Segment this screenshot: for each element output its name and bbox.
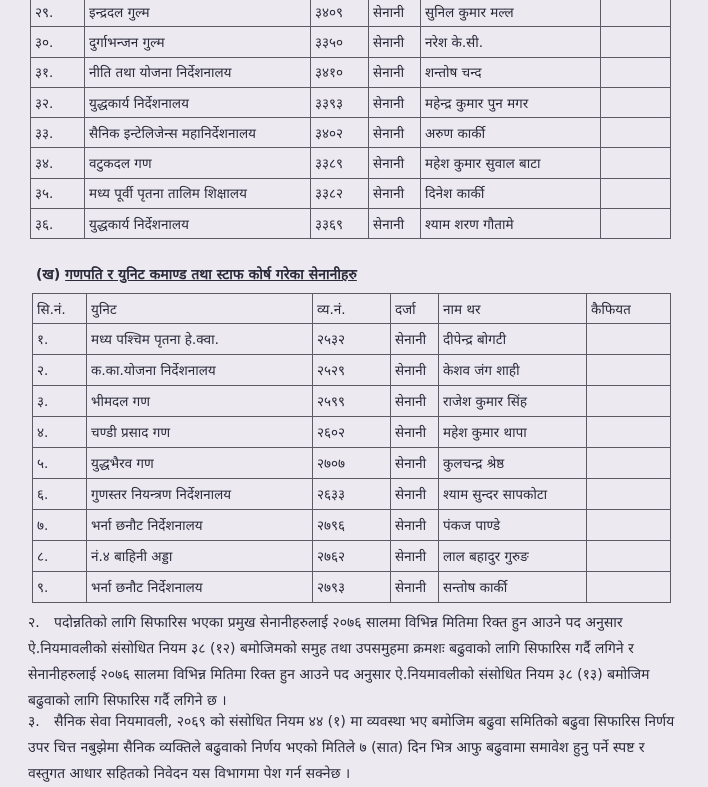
cell-rank: सेनानी [391, 510, 439, 541]
cell-id: २५३२ [313, 324, 391, 355]
cell-rank: सेनानी [391, 448, 439, 479]
cell-name: दीपेन्द्र बोगटी [439, 324, 587, 355]
cell-empty [601, 57, 671, 87]
cell-num: ६. [33, 479, 87, 510]
table-row [33, 448, 671, 479]
table-row [33, 417, 671, 448]
header-rank: दर्जा [391, 294, 439, 324]
table-row [33, 479, 671, 510]
cell-num: ३. [33, 386, 87, 417]
cell-num: २. [33, 355, 87, 386]
header-unit: युनिट [87, 294, 313, 324]
cell-name: कुलचन्द्र श्रेष्ठ [439, 448, 587, 479]
cell-id: २६०२ [313, 417, 391, 448]
cell-num: ९. [33, 572, 87, 603]
cell-unit: मध्य पूर्वी पृतना तालिम शिक्षालय [85, 178, 311, 208]
officer-table-b [32, 293, 671, 603]
paragraph-3-text: सैनिक सेवा नियमावली, २०६९ को संसोधित नियम ४४ (१) मा व्यवस्था भए बमोजिम बढुवा समितिको बढुवा सिफारिस निर्णय उपर चित्त नबुझेमा सैनिक व्यक्तिले बढुवाको निर्णय भएको मितिले ७ (सात) दिन भित्र आफु बढुवामा समावेश हुनु पर्ने स्पष्ट र वस्तुगत आधार सहितको निवेदन यस विभागमा पेश गर्न सक्नेछ । [28, 714, 675, 782]
section-b-prefix: (ख) [36, 267, 61, 283]
table-row [31, 27, 671, 57]
cell-unit: क.का.योजना निर्देशनालय [87, 355, 313, 386]
cell-remarks [587, 417, 671, 448]
cell-unit: सैनिक इन्टेलिजेन्स महानिर्देशनालय [85, 118, 311, 148]
cell-unit: भर्ना छनौट निर्देशनालय [87, 572, 313, 603]
table-b-header-row [33, 294, 671, 324]
cell-num: ३५. [31, 178, 85, 208]
table-row [31, 57, 671, 87]
cell-name: अरुण कार्की [421, 118, 601, 148]
cell-name: सुनिल कुमार मल्ल [421, 0, 601, 27]
cell-num: ३१. [31, 57, 85, 87]
officer-table-a-body [31, 0, 671, 239]
cell-id: २६३३ [313, 479, 391, 510]
cell-id: २५२९ [313, 355, 391, 386]
cell-rank: सेनानी [391, 324, 439, 355]
cell-name: श्याम शरण गौतामे [421, 209, 601, 239]
section-b-title: गणपति र युनिट कमाण्ड तथा स्टाफ कोर्ष गरेका सेनानीहरु [65, 267, 357, 283]
cell-remarks [587, 510, 671, 541]
cell-num: ५. [33, 448, 87, 479]
cell-num: ३०. [31, 27, 85, 57]
cell-unit: चण्डी प्रसाद गण [87, 417, 313, 448]
cell-unit: गुणस्तर नियन्त्रण निर्देशनालय [87, 479, 313, 510]
cell-id: ३३६९ [311, 209, 369, 239]
cell-id: ३३९३ [311, 87, 369, 117]
cell-empty [601, 118, 671, 148]
table-row [31, 209, 671, 239]
cell-remarks [587, 355, 671, 386]
cell-num: ३४. [31, 148, 85, 178]
header-serial-number: सि.नं. [33, 294, 87, 324]
paragraph-2-text: पदोन्नतिको लागि सिफारिस भएका प्रमुख सेनानीहरुलाई २०७६ सालमा विभिन्न मितिमा रिक्त हुन आउने पद अनुसार ऐ.नियमावलीको संसोधित नियम ३८ (१२) बमोजिमको समुह तथा उपसमुहमा क्रमशः बढुवाको लागि सिफारिस गर्दै लगिने र सेनानीहरुलाई २०७६ सालमा विभिन्न मितिमा रिक्त हुन आउने पद अनुसार ऐ.नियमावलीको संसोधित नियम ३८ (१३) बमोजिम बढुवाको लागि सिफारिस गर्दै लगिने छ । [28, 615, 650, 709]
cell-name: श्याम सुन्दर सापकोटा [439, 479, 587, 510]
cell-unit: इन्द्रदल गुल्म [85, 0, 311, 27]
table-row [33, 541, 671, 572]
table-row [33, 355, 671, 386]
cell-name: लाल बहादुर गुरुङ [439, 541, 587, 572]
table-row [31, 118, 671, 148]
cell-unit: युद्धभैरव गण [87, 448, 313, 479]
paragraph-3 [28, 709, 678, 787]
cell-remarks [587, 448, 671, 479]
table-row [33, 324, 671, 355]
cell-unit: भर्ना छनौट निर्देशनालय [87, 510, 313, 541]
cell-empty [601, 209, 671, 239]
table-row [31, 148, 671, 178]
cell-rank: सेनानी [369, 178, 421, 208]
cell-unit: दुर्गाभन्जन गुल्म [85, 27, 311, 57]
cell-name: पंकज पाण्डे [439, 510, 587, 541]
table-row [31, 178, 671, 208]
cell-unit: नं.४ बाहिनी अड्डा [87, 541, 313, 572]
cell-id: ३३८२ [311, 178, 369, 208]
cell-rank: सेनानी [369, 27, 421, 57]
cell-remarks [587, 541, 671, 572]
cell-unit: भीमदल गण [87, 386, 313, 417]
cell-rank: सेनानी [369, 209, 421, 239]
cell-empty [601, 27, 671, 57]
cell-rank: सेनानी [391, 541, 439, 572]
cell-rank: सेनानी [369, 87, 421, 117]
cell-unit: युद्धकार्य निर्देशनालय [85, 87, 311, 117]
cell-unit: वटुकदल गण [85, 148, 311, 178]
paragraph-3-number: ३. [28, 714, 40, 730]
table-row [33, 572, 671, 603]
header-name: नाम थर [439, 294, 587, 324]
table-row [33, 386, 671, 417]
cell-rank: सेनानी [391, 355, 439, 386]
cell-remarks [587, 479, 671, 510]
cell-rank: सेनानी [391, 417, 439, 448]
cell-remarks [587, 324, 671, 355]
cell-id: ३३५० [311, 27, 369, 57]
cell-rank: सेनानी [369, 118, 421, 148]
cell-num: २९. [31, 0, 85, 27]
cell-id: २७९६ [313, 510, 391, 541]
paragraph-2-number: २. [28, 615, 40, 631]
cell-empty [601, 148, 671, 178]
paragraph-2 [28, 610, 678, 714]
cell-name: राजेश कुमार सिंह [439, 386, 587, 417]
cell-empty [601, 0, 671, 27]
cell-remarks [587, 572, 671, 603]
cell-name: शन्तोष चन्द [421, 57, 601, 87]
table-row [33, 510, 671, 541]
cell-empty [601, 87, 671, 117]
cell-id: ३३८९ [311, 148, 369, 178]
cell-num: १. [33, 324, 87, 355]
header-personal-number: व्य.नं. [313, 294, 391, 324]
cell-unit: नीति तथा योजना निर्देशनालय [85, 57, 311, 87]
cell-name: महेश कुमार थापा [439, 417, 587, 448]
cell-num: ७. [33, 510, 87, 541]
cell-id: २७९३ [313, 572, 391, 603]
table-row [31, 87, 671, 117]
cell-id: ३४०२ [311, 118, 369, 148]
cell-id: २५९९ [313, 386, 391, 417]
cell-num: ८. [33, 541, 87, 572]
cell-num: ३६. [31, 209, 85, 239]
cell-name: महेश कुमार सुवाल बाटा [421, 148, 601, 178]
table-row [31, 0, 671, 27]
cell-name: महेन्द्र कुमार पुन मगर [421, 87, 601, 117]
cell-name: नरेश के.सी. [421, 27, 601, 57]
cell-id: ३४०९ [311, 0, 369, 27]
cell-remarks [587, 386, 671, 417]
section-b-heading [36, 265, 357, 284]
cell-name: सन्तोष कार्की [439, 572, 587, 603]
cell-name: दिनेश कार्की [421, 178, 601, 208]
cell-num: ४. [33, 417, 87, 448]
cell-rank: सेनानी [391, 386, 439, 417]
cell-empty [601, 178, 671, 208]
officer-table-a [30, 0, 671, 239]
cell-rank: सेनानी [369, 0, 421, 27]
cell-id: २७०७ [313, 448, 391, 479]
cell-id: २७६२ [313, 541, 391, 572]
cell-name: केशव जंग शाही [439, 355, 587, 386]
cell-rank: सेनानी [369, 148, 421, 178]
cell-unit: मध्य पश्चिम पृतना हे.क्वा. [87, 324, 313, 355]
cell-rank: सेनानी [369, 57, 421, 87]
cell-rank: सेनानी [391, 479, 439, 510]
cell-num: ३३. [31, 118, 85, 148]
cell-id: ३४१० [311, 57, 369, 87]
cell-unit: युद्धकार्य निर्देशनालय [85, 209, 311, 239]
header-remarks: कैफियत [587, 294, 671, 324]
officer-table-b-body [33, 324, 671, 603]
cell-num: ३२. [31, 87, 85, 117]
cell-rank: सेनानी [391, 572, 439, 603]
